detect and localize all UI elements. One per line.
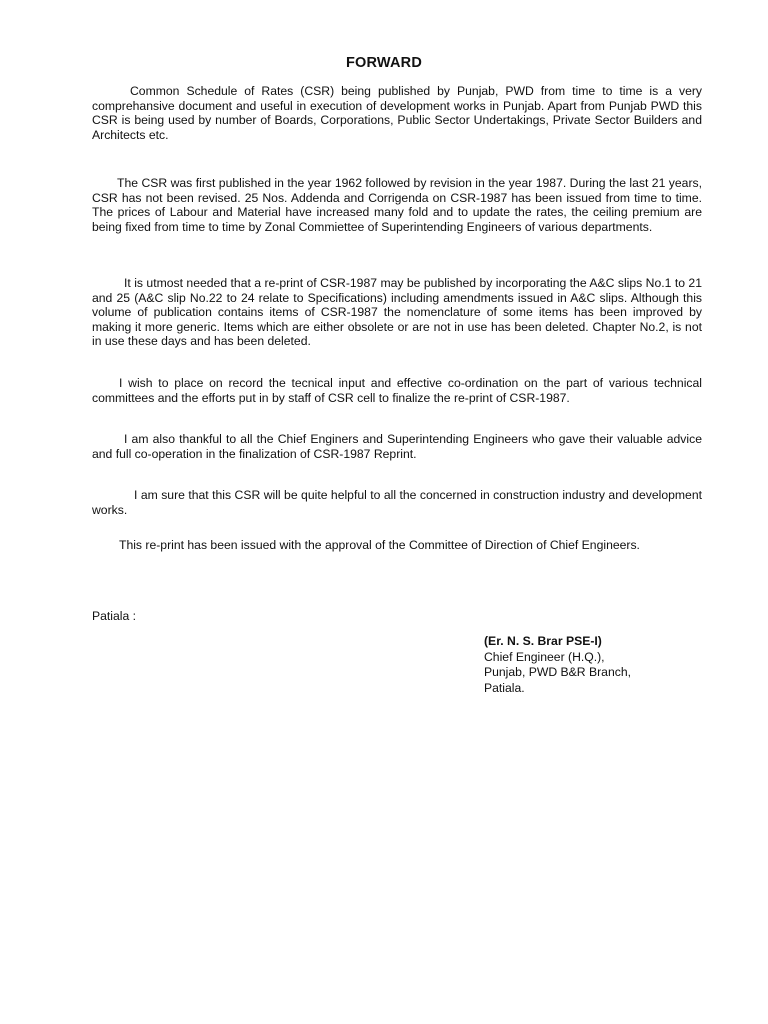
signatory-city: Patiala. bbox=[484, 680, 525, 695]
place-label: Patiala : bbox=[92, 609, 137, 623]
paragraph-intro: Common Schedule of Rates (CSR) being published by Punjab, PWD from time to time is a very comprehansive document and useful in execution of development works in Punjab. Apart from Punjab PWD this CSR is being used by number of Boards, Corporations, Public Sector Undertakings, Private Sector Builders and Architects etc. bbox=[92, 84, 702, 142]
signatory-department: Punjab, PWD B&R Branch, bbox=[484, 665, 631, 680]
paragraph-acknowledgement-committees: I wish to place on record the tecnical input and effective co-ordination on the part of various technical committees and the efforts put in by staff of CSR cell to finalize the re-print of CSR-1987. bbox=[92, 376, 702, 405]
signatory-designation: Chief Engineer (H.Q.), bbox=[484, 649, 605, 664]
paragraph-acknowledgement-engineers: I am also thankful to all the Chief Enginers and Superintending Engineers who gave their valuable advice and full co-operation in the finalization of CSR-1987 Reprint. bbox=[92, 432, 702, 461]
paragraph-history: The CSR was first published in the year 1962 followed by revision in the year 1987. During the last 21 years, CSR has not been revised. 25 Nos. Addenda and Corrigenda on CSR-1987 has been issued from time to time. The prices of Labour and Material have increased many fold and to update the rates, the ceiling premium are being fixed from time to time by Zonal Commiettee of Superintending Engineers of various departments. bbox=[92, 176, 702, 234]
page-title: FORWARD bbox=[345, 55, 423, 71]
paragraph-approval: This re-print has been issued with the approval of the Committee of Direction of Chief Engineers. bbox=[119, 538, 640, 552]
signature-block bbox=[484, 634, 631, 696]
signatory-name: (Er. N. S. Brar PSE-I) bbox=[484, 634, 602, 648]
paragraph-reprint-need: It is utmost needed that a re-print of CSR-1987 may be published by incorporating the A&C slips No.1 to 21 and 25 (A&C slip No.22 to 24 relate to Specifications) including amendments issued in A&C slips. Although this volume of publication contains items of CSR-1987 the nomenclature of some items has been improved by making it more generic. Items which are either obsolete or are not in use has been deleted. Chapter No.2, is not in use these days and has been deleted. bbox=[92, 276, 702, 349]
paragraph-helpfulness: I am sure that this CSR will be quite helpful to all the concerned in construction industry and development works. bbox=[92, 488, 702, 517]
